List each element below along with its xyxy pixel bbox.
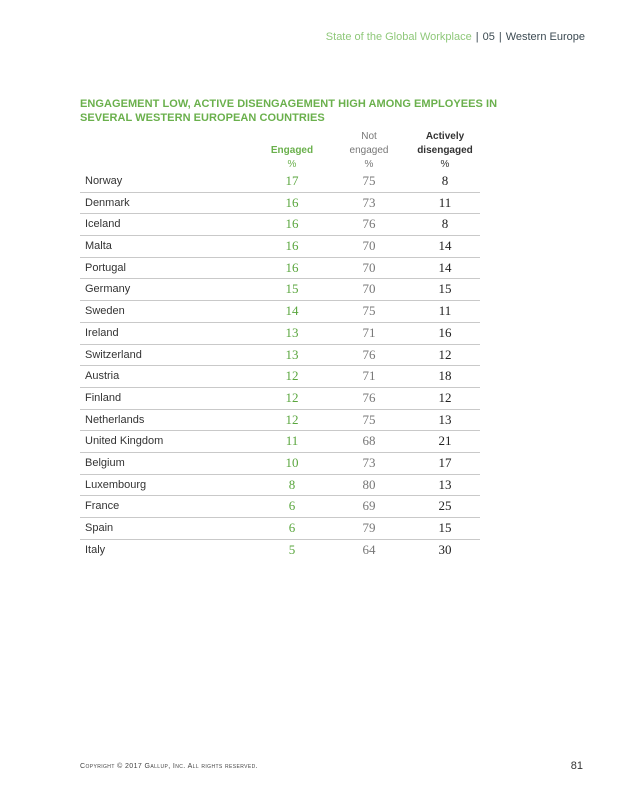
engaged-value: 12: [285, 411, 299, 427]
not-engaged-value: 69: [362, 498, 376, 514]
engaged-value: 5: [288, 541, 296, 557]
column-header-not-engaged: [341, 130, 397, 172]
not-engaged-value: 76: [362, 346, 376, 362]
table-row: [80, 193, 480, 215]
table-row: [80, 475, 480, 497]
actively-disengaged-value: 13: [438, 411, 452, 427]
page-number: 81: [570, 760, 583, 772]
engaged-value: 6: [288, 520, 296, 535]
engaged-value: 16: [285, 259, 299, 275]
header-separator: |: [475, 31, 479, 43]
table-row: [80, 323, 480, 345]
column-header-actively-disengaged: [410, 130, 480, 172]
table-row: [80, 236, 480, 258]
not-engaged-value: 76: [362, 389, 376, 405]
engaged-value: 10: [285, 454, 299, 470]
not-engaged-value: 71: [362, 368, 376, 384]
engaged-value: 15: [285, 281, 299, 297]
not-engaged-value: 73: [362, 194, 376, 210]
table-row: [80, 540, 480, 562]
country-name: Luxembourg: [85, 478, 147, 491]
copyright-notice: Copyright © 2017 Gallup, Inc. All rights reserved.: [80, 763, 258, 770]
table-row: [80, 171, 480, 193]
not-engaged-value: 80: [362, 476, 376, 492]
column-label: Engaged: [270, 145, 314, 156]
table-row: [80, 345, 480, 367]
engaged-value: 17: [285, 173, 299, 188]
table-row: [80, 301, 480, 323]
table-row: [80, 410, 480, 432]
actively-disengaged-value: 11: [438, 303, 452, 319]
column-label: Actively: [425, 131, 465, 142]
table-title: ENGAGEMENT LOW, ACTIVE DISENGAGEMENT HIGH AMONG EMPLOYEES IN SEVERAL WESTERN EUROPEAN COUNTRIES: [80, 98, 498, 124]
country-name: Switzerland: [85, 348, 142, 361]
engaged-value: 14: [285, 303, 299, 319]
table-row: [80, 258, 480, 280]
column-unit: %: [364, 159, 374, 170]
column-label: engaged: [349, 145, 389, 156]
actively-disengaged-value: 18: [438, 368, 452, 384]
not-engaged-value: 73: [362, 454, 376, 470]
actively-disengaged-value: 25: [438, 498, 452, 514]
not-engaged-value: 75: [362, 411, 376, 427]
country-name: Belgium: [85, 456, 125, 469]
table-row: [80, 518, 480, 540]
section-number: 05: [482, 31, 495, 43]
engaged-value: 13: [285, 324, 299, 340]
actively-disengaged-value: 14: [438, 238, 452, 254]
country-name: Portugal: [85, 261, 126, 274]
not-engaged-value: 70: [362, 238, 376, 254]
actively-disengaged-value: 11: [438, 194, 452, 210]
engaged-value: 12: [285, 389, 299, 405]
actively-disengaged-value: 12: [438, 346, 452, 362]
country-name: Netherlands: [85, 413, 145, 426]
actively-disengaged-value: 15: [438, 281, 452, 297]
country-name: Malta: [85, 240, 112, 253]
actively-disengaged-value: 8: [441, 216, 449, 232]
section-name: Western Europe: [505, 31, 585, 43]
country-name: Iceland: [85, 218, 121, 231]
engaged-value: 12: [285, 368, 299, 384]
engaged-value: 16: [285, 238, 299, 254]
country-name: Ireland: [85, 326, 119, 339]
engaged-value: 13: [285, 346, 299, 362]
country-name: France: [85, 500, 120, 513]
actively-disengaged-value: 12: [438, 389, 452, 405]
engagement-table: [80, 171, 480, 561]
engaged-value: 16: [285, 216, 299, 232]
country-name: Finland: [85, 391, 122, 404]
actively-disengaged-value: 15: [438, 520, 452, 535]
table-row: [80, 431, 480, 453]
actively-disengaged-value: 21: [438, 433, 452, 449]
column-label: disengaged: [417, 145, 473, 156]
not-engaged-value: 71: [362, 324, 376, 340]
not-engaged-value: 75: [362, 173, 376, 188]
table-row: [80, 279, 480, 301]
engaged-value: 8: [288, 476, 296, 492]
country-name: United Kingdom: [85, 435, 164, 448]
country-name: Germany: [85, 283, 131, 296]
column-label: Not: [361, 131, 377, 142]
table-row: [80, 366, 480, 388]
not-engaged-value: 68: [362, 433, 376, 449]
table-row: [80, 214, 480, 236]
not-engaged-value: 70: [362, 259, 376, 275]
country-name: Spain: [85, 522, 114, 534]
country-name: Italy: [85, 543, 106, 556]
country-name: Norway: [85, 175, 123, 187]
table-row: [80, 496, 480, 518]
report-name: State of the Global Workplace: [325, 31, 472, 43]
not-engaged-value: 64: [362, 541, 376, 557]
table-row: [80, 388, 480, 410]
actively-disengaged-value: 30: [438, 541, 452, 557]
actively-disengaged-value: 14: [438, 259, 452, 275]
not-engaged-value: 79: [362, 520, 376, 535]
country-name: Austria: [85, 370, 120, 383]
engaged-value: 11: [285, 433, 299, 449]
table-row: [80, 453, 480, 475]
column-unit: %: [287, 159, 297, 170]
column-unit: %: [440, 159, 450, 170]
country-name: Sweden: [85, 305, 125, 318]
header-separator: |: [498, 31, 502, 43]
actively-disengaged-value: 16: [438, 324, 452, 340]
actively-disengaged-value: 13: [438, 476, 452, 492]
actively-disengaged-value: 8: [441, 173, 449, 188]
column-header-engaged: [264, 144, 320, 172]
engaged-value: 16: [285, 194, 299, 210]
running-header: [326, 31, 585, 43]
not-engaged-value: 76: [362, 216, 376, 232]
country-name: Denmark: [85, 196, 130, 209]
not-engaged-value: 70: [362, 281, 376, 297]
actively-disengaged-value: 17: [438, 454, 452, 470]
not-engaged-value: 75: [362, 303, 376, 319]
engaged-value: 6: [288, 498, 296, 514]
